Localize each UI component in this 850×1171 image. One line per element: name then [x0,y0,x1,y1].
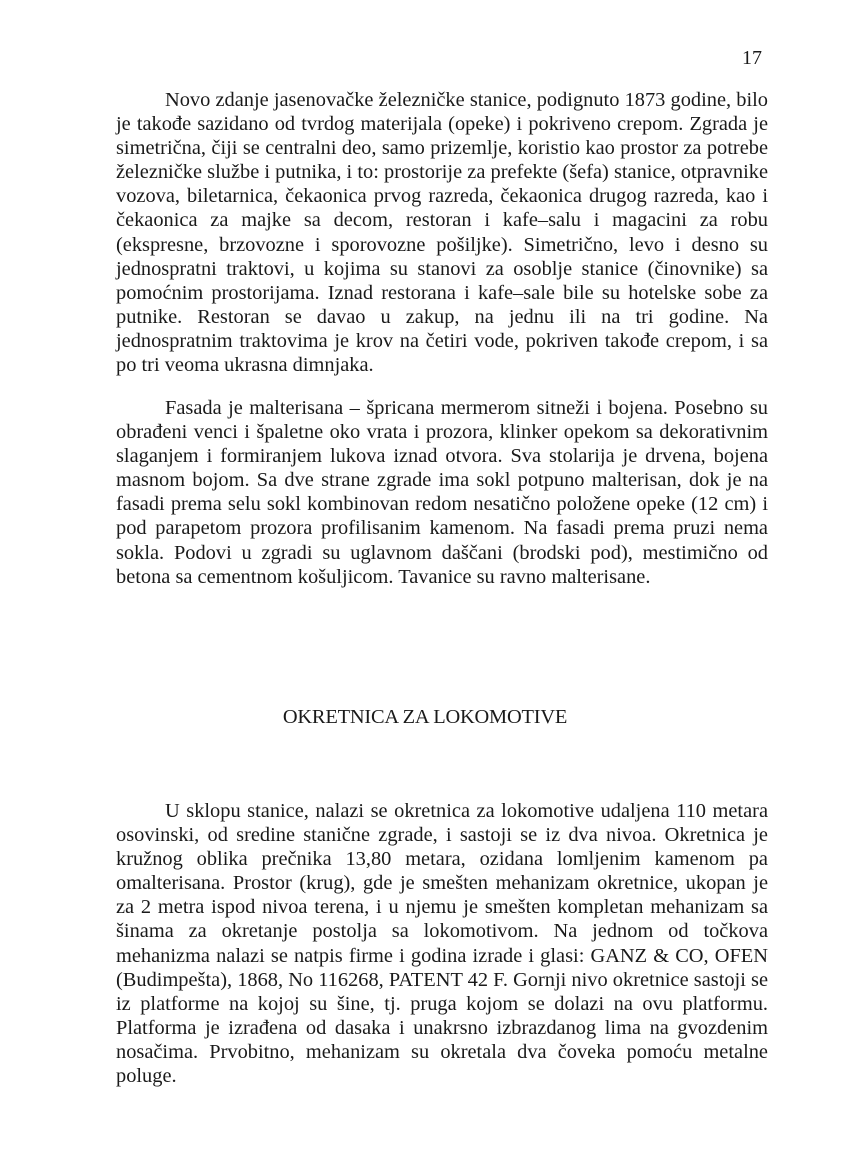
body-paragraph-facade [116,396,768,589]
paragraph-text: U sklopu stanice, nalazi se okretnica za lokomotive udaljena 110 metara osovinski, od sredine stanične zgrade, i sastoji se iz dva nivoa. Okretnica je kružnog oblika prečnika 13,80 metara, ozidana lomljenim kamenom pa omalterisana. Prostor (krug), gde je smešten mehanizam okretnice, ukopan je za 2 metra ispod nivoa terena, i u njemu je smešten kompletan mehanizam sa šinama za okretanje postolja sa lokomotivom. Na jednom od točkova mehanizma nalazi se natpis firme i godina izrade i glasi: GANZ & CO, OFEN (Budimpešta), 1868, No 116268, PATENT 42 F. Gornji nivo okretnice sastoji se iz platforme na kojoj su šine, tj. pruga kojom se dolazi na ovu platformu. Platforma je izrađena od dasaka i unakrsno izbrazdanog lima na gvozdenim nosačima. Prvobitno, mehanizam su okretala dva čoveka pomoću metalne poluge. [116,800,768,1088]
body-paragraph-turntable [116,799,768,1088]
page-number: 17 [742,47,762,69]
paragraph-text: Novo zdanje jasenovačke železničke stanice, podignuto 1873 godine, bilo je takođe sazidano od tvrdog materijala (opeke) i pokriveno crepom. Zgrada je simetrična, čiji se centralni deo, samo prizemlje, koristio kao prostor za potrebe železničke službe i putnika, i to: prostorije za prefekte (šefa) stanice, otpravnike vozova, biletarnica, čekaonica prvog razreda, čekaonica drugog razreda, kao i čekaonica za majke sa decom, restoran i kafe–salu i magacini za robu (ekspresne, brzovozne i sporovozne pošiljke). Simetrično, levo i desno su jednospratni traktovi, u kojima su stanovi za osoblje stanice (činovnike) sa pomoćnim prostorijama. Iznad restorana i kafe–sale bile su hotelske sobe za putnike. Restoran se davao u zakup, na jednu ili na tri godine. Na jednospratnim traktovima je krov na četiri vode, pokriven takođe crepom, i sa po tri veoma ukrasna dimnjaka. [116,89,768,377]
paragraph-text: Fasada je malterisana – špricana mermerom sitneži i bojena. Posebno su obrađeni venci i špaletne oko vrata i prozora, klinker opekom sa dekorativnim slaganjem i formiranjem lukova iznad otvora. Sva stolarija je drvena, bojena masnom bojom. Sa dve strane zgrade ima sokl potpuno malterisan, dok je na fasadi prema selu sokl kombinovan redom nesatično položene opeke (12 cm) i pod parapetom prozora profilisanim kamenom. Na fasadi prema pruzi nema sokla. Podovi u zgradi su uglavnom daščani (brodski pod), mestimično od betona sa cementnom košuljicom. Tavanice su ravno malterisane. [116,397,768,588]
body-paragraph-station-building [116,88,768,377]
section-heading: OKRETNICA ZA LOKOMOTIVE [282,706,568,728]
